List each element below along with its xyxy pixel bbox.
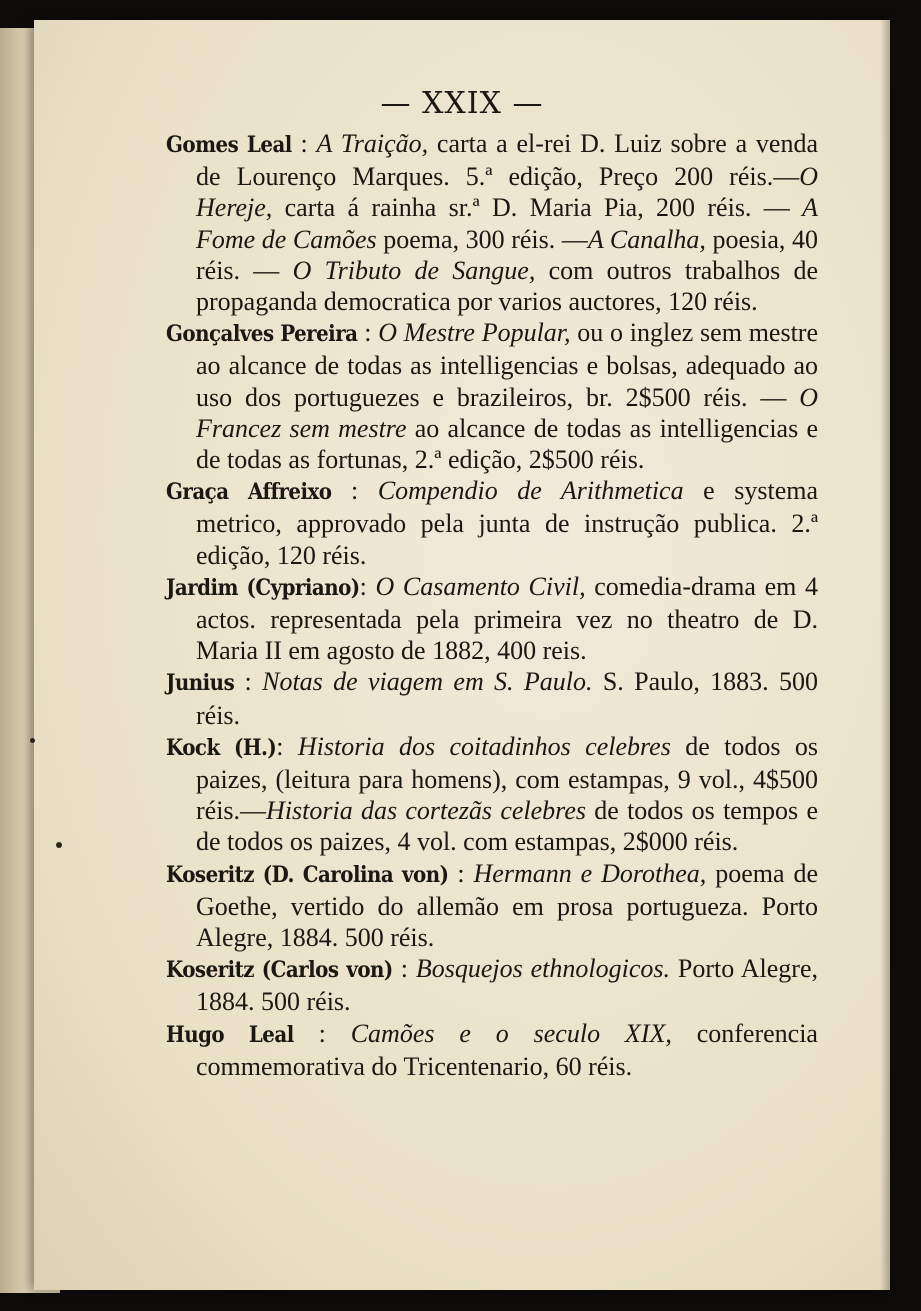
entry-author: Gomes Leal bbox=[166, 132, 292, 158]
entry-separator: : bbox=[448, 858, 474, 888]
margin-ink-mark bbox=[56, 842, 62, 848]
bibliography-list bbox=[166, 128, 818, 1082]
entry-title: Historia dos coitadinhos celebres bbox=[297, 731, 671, 761]
entry-title: A Canalha, bbox=[587, 224, 706, 254]
bibliography-entry bbox=[166, 128, 818, 317]
entry-text: de todos os tempos e de todos os paizes, 4 vol. com estampas, 2$000 réis. bbox=[196, 796, 818, 857]
entry-text: S. Paulo, 1883. 500 réis. bbox=[196, 667, 818, 730]
bibliography-entry bbox=[166, 731, 818, 858]
entry-separator: : bbox=[291, 129, 317, 158]
entry-text: Porto Alegre, 1884. 500 réis. bbox=[196, 954, 818, 1017]
entry-text: poema de Goethe, vertido do allemão em prosa portugueza. Porto Alegre, 1884. 500 réis. bbox=[196, 858, 818, 953]
entry-title: O Hereje, bbox=[196, 162, 818, 223]
entry-title: Hermann e Dorothea, bbox=[473, 858, 707, 888]
bibliography-entry bbox=[166, 317, 818, 475]
entry-title: Compendio de Arithmetica bbox=[377, 476, 684, 506]
entry-title: Bosquejos ethnologicos. bbox=[415, 954, 671, 984]
entry-text: e systema metrico, approvado pela junta de instrução publica. 2.ª edição, 120 réis. bbox=[196, 476, 818, 570]
entry-author: Hugo Leal bbox=[166, 1021, 294, 1048]
entry-text: ao alcance de todas as intelligencias e de todas as fortunas, 2.ª edição, 2$500 réis. bbox=[196, 413, 818, 475]
margin-ink-mark bbox=[30, 738, 35, 743]
entry-text: carta á rainha sr.ª D. Maria Pia, 200 réis. — bbox=[272, 193, 803, 223]
entry-text: conferencia commemorativa do Tricentenario, 60 réis. bbox=[196, 1018, 818, 1081]
entry-text: com outros trabalhos de propaganda democratica por varios auctores, 120 réis. bbox=[196, 255, 818, 317]
book-page bbox=[34, 20, 890, 1290]
entry-separator: : bbox=[392, 954, 416, 984]
entry-author: Gonçalves Pereira bbox=[166, 321, 358, 348]
entry-author: Kock (H.) bbox=[166, 734, 277, 761]
entry-title: Notas de viagem em S. Paulo. bbox=[262, 667, 593, 697]
entry-separator: : bbox=[234, 667, 263, 697]
bibliography-entry bbox=[166, 953, 818, 1017]
entry-text: poesia, 40 réis. — bbox=[196, 224, 819, 285]
bibliography-entry bbox=[166, 666, 818, 730]
entry-title: Camões e o seculo XIX, bbox=[350, 1018, 672, 1048]
entry-author: Jardim (Cypriano) bbox=[166, 574, 360, 601]
bibliography-entry bbox=[166, 1018, 818, 1082]
entry-separator: : bbox=[331, 476, 378, 506]
entry-text: carta a el-rei D. Luiz sobre a venda de Lourenço Marques. 5.ª edição, Preço 200 réis.— bbox=[196, 129, 818, 192]
entry-author: Junius bbox=[166, 670, 235, 697]
entry-author: Koseritz (Carlos von) bbox=[166, 957, 393, 984]
entry-title: O Tributo de Sangue, bbox=[292, 255, 536, 285]
entry-separator: : bbox=[357, 318, 379, 348]
entry-text: de todos os paizes, (leitura para homens), com estampas, 9 vol., 4$500 réis.— bbox=[196, 731, 818, 826]
entry-title: O Francez sem mestre bbox=[196, 382, 818, 443]
entry-separator: : bbox=[359, 571, 376, 601]
entry-author: Koseritz (D. Carolina von) bbox=[166, 861, 449, 888]
entry-text: poema, 300 réis. — bbox=[376, 224, 588, 254]
entry-author: Graça Affreixo bbox=[166, 479, 332, 506]
bibliography-entry bbox=[166, 571, 818, 667]
entry-title: O Mestre Popular, bbox=[378, 318, 571, 348]
entry-text: comedia-drama em 4 actos. representada pela primeira vez no theatro de D. Maria II em agosto de 1882, 400 reis. bbox=[196, 571, 818, 666]
entry-separator: : bbox=[276, 731, 298, 761]
entry-text: ou o inglez sem mestre ao alcance de todas as intelligencias e bolsas, adequado ao uso dos portuguezes e brazileiros, br. 2$500 réis. — bbox=[196, 318, 818, 412]
entry-title: Historia das cortezãs celebres bbox=[266, 796, 586, 826]
entry-separator: : bbox=[293, 1018, 351, 1048]
page-number: — XXIX — bbox=[380, 86, 544, 121]
bibliography-entry bbox=[166, 475, 818, 571]
bibliography-entry bbox=[166, 858, 818, 954]
entry-title: O Casamento Civil, bbox=[375, 571, 586, 601]
entry-title: A Fome de Camões bbox=[196, 193, 818, 254]
entry-title: A Traição, bbox=[316, 129, 429, 158]
